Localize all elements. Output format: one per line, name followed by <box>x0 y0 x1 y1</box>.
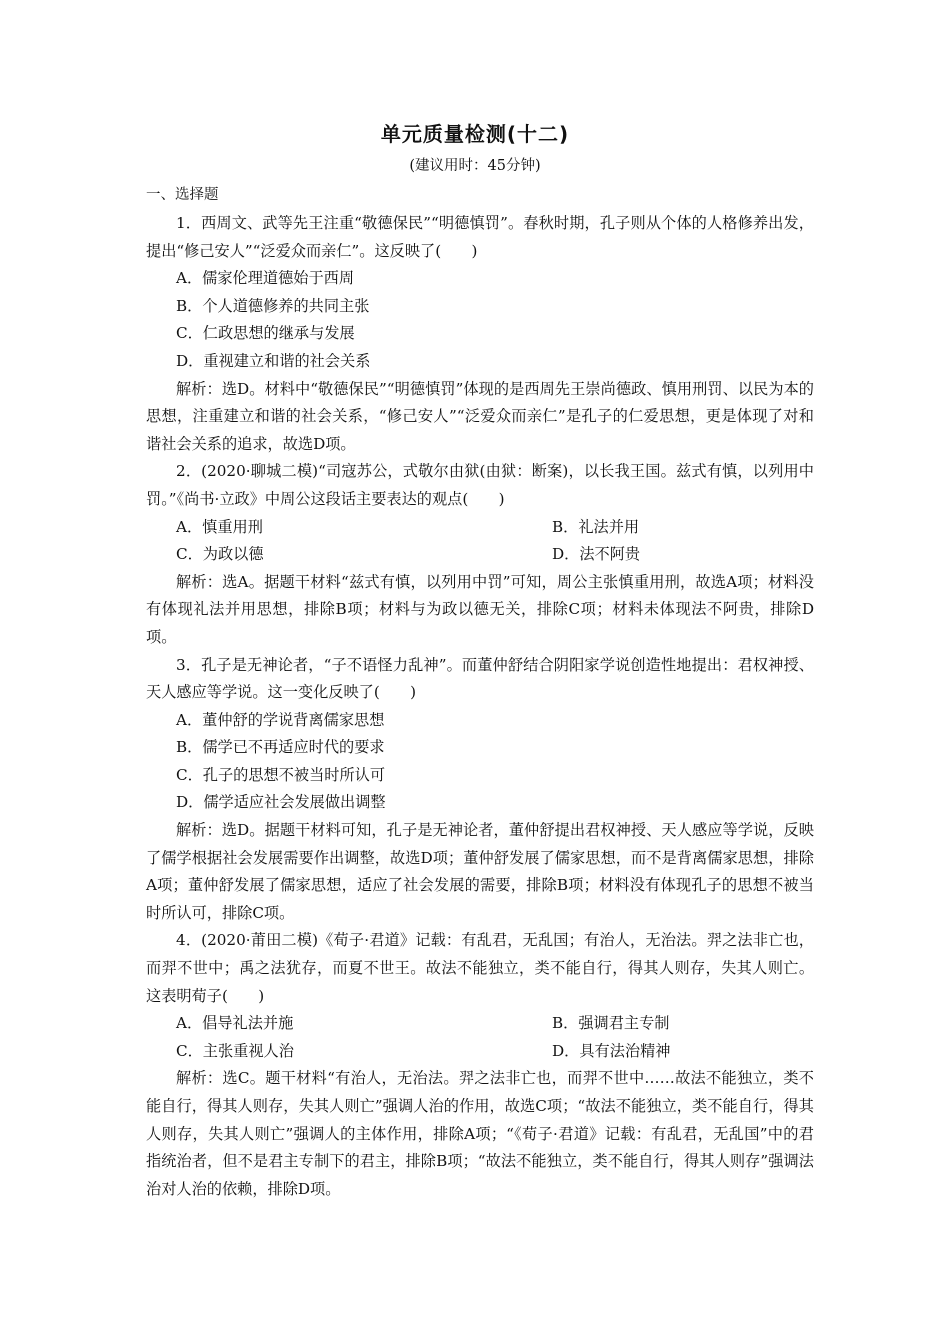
question-analysis: 解析：选D。材料中“敬德保民”“明德慎罚”体现的是西周先王崇尚德政、慎用刑罚、以民为本的思想，注重建立和谐的社会关系，“修己安人”“泛爱众而亲仁”是孔子的仁爱思想，更是体现了对和谐社会关系的追求，故选D项。 <box>146 379 814 453</box>
question-stem: 2．(2020·聊城二模)“司寇苏公，式敬尔由狱(由狱：断案)，以长我王国。兹式有慎，以列用中罚。”《尚书·立政》中周公这段话主要表达的观点( ) <box>146 462 814 508</box>
question-analysis: 解析：选A。据题干材料“兹式有慎，以列用中罚”可知，周公主张慎重用刑，故选A项；材料没有体现礼法并用思想，排除B项；材料与为政以德无关，排除C项；材料未体现法不阿贵，排除D项。 <box>146 572 814 646</box>
option-row <box>146 541 814 569</box>
option-b: B．儒学已不再适应时代的要求 <box>176 738 385 757</box>
option-b: B．个人道德修养的共同主张 <box>176 296 370 315</box>
option-b: B．礼法并用 <box>552 517 640 536</box>
option-d: D．重视建立和谐的社会关系 <box>176 351 371 370</box>
option-a: A．慎重用刑 <box>176 517 263 536</box>
section-heading: 一、选择题 <box>146 187 219 203</box>
option-d: D．具有法治精神 <box>552 1041 671 1060</box>
option-c: C．仁政思想的继承与发展 <box>176 324 355 343</box>
option-d: D．法不阿贵 <box>552 545 641 564</box>
question-stem: 4．(2020·莆田二模)《荀子·君道》记载：有乱君，无乱国；有治人，无治法。羿之法非亡也，而羿不世中；禹之法犹存，而夏不世王。故法不能独立，类不能自行，得其人则存，失其人则亡。这表明荀子( ) <box>146 931 814 1005</box>
option-d: D．儒学适应社会发展做出调整 <box>176 793 386 812</box>
option-row <box>146 1010 814 1038</box>
option-row <box>146 1038 814 1066</box>
question-list <box>146 210 814 1203</box>
option-c: C．为政以德 <box>176 545 264 564</box>
page-title: 单元质量检测(十二) <box>380 122 570 146</box>
question-analysis: 解析：选C。题干材料“有治人，无治法。羿之法非亡也，而羿不世中……故法不能独立，类不能自行，得其人则存，失其人则亡”强调人治的作用，故选C项；“故法不能独立，类不能自行，得其人则存，失其人则亡”强调人的主体作用，排除A项；“《荀子·君道》记载：有乱君，无乱国”中的君指统治者，但不是君主专制下的君主，排除B项；“故法不能独立，类不能自行，得其人则存”强调法治对人治的依赖，排除D项。 <box>146 1069 814 1198</box>
option-row <box>146 514 814 542</box>
question-stem: 3．孔子是无神论者，“子不语怪力乱神”。而董仲舒结合阴阳家学说创造性地提出：君权神授、天人感应等学说。这一变化反映了( ) <box>146 655 814 702</box>
question-analysis: 解析：选D。据题干材料可知，孔子是无神论者，董仲舒提出君权神授、天人感应等学说，反映了儒学根据社会发展需要作出调整，故选D项；董仲舒发展了儒家思想，而不是背离儒家思想，排除A项；董仲舒发展了儒家思想，适应了社会发展的需要，排除B项；材料没有体现孔子的思想不被当时所认可，排除C项。 <box>146 821 814 922</box>
option-c: C．主张重视人治 <box>176 1041 294 1060</box>
option-a: A．儒家伦理道德始于西周 <box>176 269 355 288</box>
question-1 <box>146 210 814 458</box>
option-a: A．倡导礼法并施 <box>176 1014 294 1033</box>
option-c: C．孔子的思想不被当时所认可 <box>176 765 386 784</box>
option-b: B．强调君主专制 <box>552 1014 670 1033</box>
question-4 <box>146 927 814 1203</box>
question-2 <box>146 458 814 651</box>
time-suggestion: (建议用时：45分钟) <box>409 158 541 174</box>
question-stem: 1．西周文、武等先王注重“敬德保民”“明德慎罚”。春秋时期，孔子则从个体的人格修养出发，提出“修己安人”“泛爱众而亲仁”。这反映了( ) <box>146 214 814 260</box>
option-a: A．董仲舒的学说背离儒家思想 <box>176 710 385 729</box>
question-3 <box>146 652 814 928</box>
